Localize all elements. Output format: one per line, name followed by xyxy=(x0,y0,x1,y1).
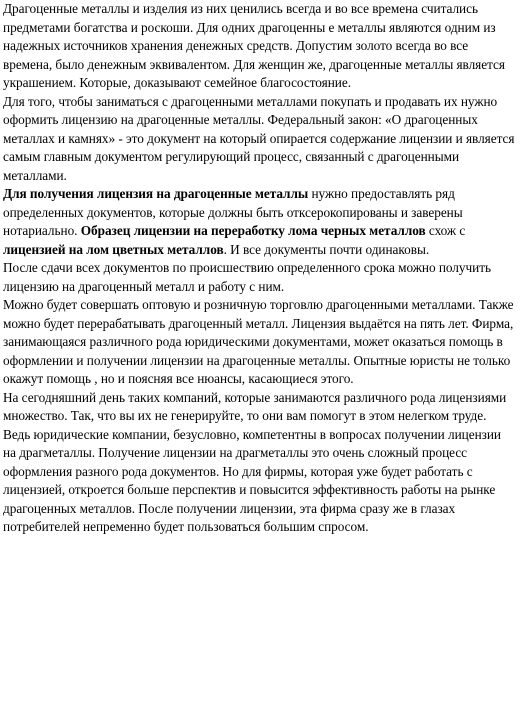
paragraph-after-submission: После сдачи всех документов по происшествию определенного срока можно получить лицензию на драгоценный металл и работу с ним. xyxy=(3,260,491,294)
text-documents-required: нужно предоставлять ряд определенных документов, которые должны быть отксерокопированы и заверены нотариально. xyxy=(3,186,463,238)
bold-phrase-nonferrous: лицензией на лом цветных металлов xyxy=(3,241,224,257)
paragraph-trade: Можно будет совершать оптовую и розничную торговлю драгоценными металлами. Также можно будет перерабатывать драгоценный металл. Лицензия выдаётся на пять лет. Фирма, занимающаяся различного рода юридическими документами, может оказаться помощь в оформлении и получении лицензии на драгоценные металлы. Опытные юристы не только окажут помощь , но и поясняя все нюансы, касающиеся этого. xyxy=(3,297,514,386)
text-similar: схож с xyxy=(425,223,466,238)
text-all-similar: . И все документы почти одинаковы. xyxy=(223,241,430,257)
paragraph-documents xyxy=(3,185,515,259)
paragraph-intro: Драгоценные металлы и изделия из них ценились всегда и во все времена считались предметами богатства и роскоши. Для одних драгоценны е металлы являются одним из надежных источников хранения денежных средств. Допустим золото всегда во все времена, было денежным эквивалентом. Для женщин же, драгоценные металлы является украшением. Которые, доказывают семейное благосостояние. xyxy=(3,1,505,90)
paragraph-companies: На сегодняшний день таких компаний, которые занимаются различного рода лицензиями множество. Так, что вы их не генерируйте, то они вам помогут в этом нелегком труде. Ведь юридические компании, безусловно, компетентны в вопросах получении лицензии на драгметаллы. Получение лицензии на драгметаллы это очень сложный процесс оформления разного рода документов. Но для фирмы, которая уже будет работать с лицензией, откроется больше перспектив и повысится эффективность работы на рынке драгоценных металлов. После получении лицензии, эта фирма сразу же в глазах потребителей непременно будет пользоваться большим спросом. xyxy=(3,389,507,534)
bold-phrase-license: Для получения лицензия на драгоценные металлы xyxy=(3,186,309,201)
bold-phrase-ferrous-sample: Образец лицензии на переработку лома черных металлов xyxy=(80,223,426,238)
document-body xyxy=(3,0,515,537)
paragraph-license-law: Для того, чтобы заниматься с драгоценными металлами покупать и продавать их нужно оформить лицензию на драгоценные металлы. Федеральный закон: «О драгоценных металлах и камнях» - это документ на который опирается содержание лицензии и является самым главным документом регулирующий процесс, связанный с драгоценными металлами. xyxy=(3,93,515,183)
